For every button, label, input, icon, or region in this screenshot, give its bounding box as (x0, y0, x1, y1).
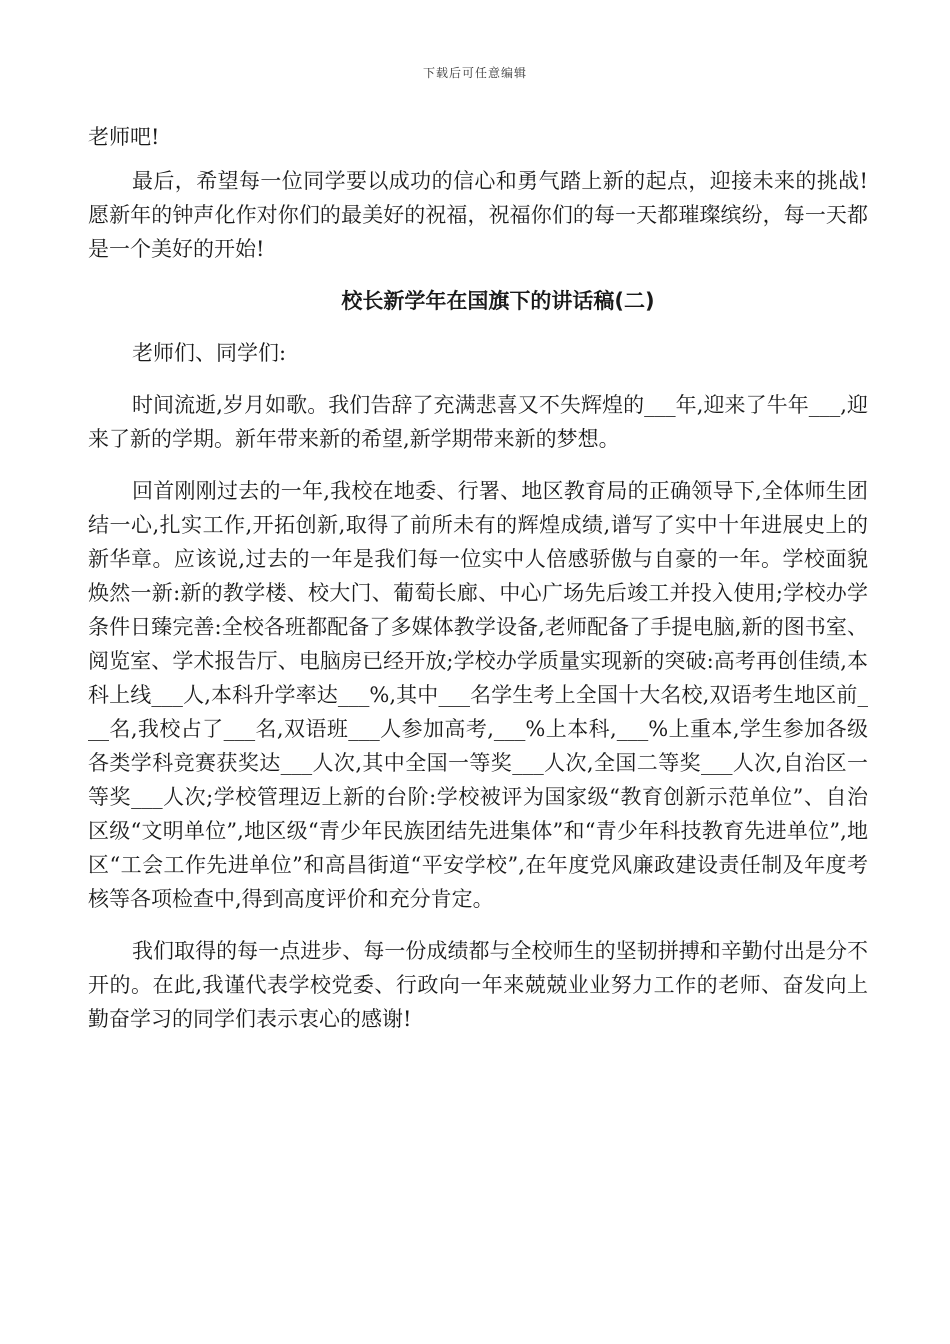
speech-title: 校长新学年在国旗下的讲话稿(二) (341, 289, 655, 313)
paragraph-thanks: 我们取得的每一点进步、每一份成绩都与全校师生的坚韧拼搏和辛勤付出是分不开的。在此,我谨代表学校党委、行政向一年来兢兢业业努力工作的老师、奋发向上勤奋学习的同学们表示衷心的感谢! (88, 939, 868, 1031)
paragraph-continuation: 老师吧! (88, 125, 160, 149)
page-header-note: 下载后可任意编辑 (422, 66, 527, 80)
paragraph-intro: 时间流逝,岁月如歌。我们告辞了充满悲喜又不失辉煌的___年,迎来了牛年___,迎来了新的学期。新年带来新的希望,新学期带来新的梦想。 (88, 393, 868, 451)
document-body (88, 120, 868, 1054)
paragraph-closing: 最后，希望每一位同学要以成功的信心和勇气踏上新的起点，迎接未来的挑战!愿新年的钟声化作对你们的最美好的祝福，祝福你们的每一天都璀璨缤纷，每一天都是一个美好的开始! (88, 169, 868, 261)
salutation: 老师们、同学们: (132, 341, 287, 365)
paragraph-review: 回首刚刚过去的一年,我校在地委、行署、地区教育局的正确领导下,全体师生团结一心,扎实工作,开拓创新,取得了前所未有的辉煌成绩,谱写了实中十年进展史上的新华章。应该说,过去的一年是我们每一位实中人倍感骄傲与自豪的一年。学校面貌焕然一新:新的教学楼、校大门、葡萄长廊、中心广场先后竣工并投入使用;学校办学条件日臻完善:全校各班都配备了多媒体教学设备,老师配备了手提电脑,新的图书室、阅览室、学术报告厅、电脑房已经开放;学校办学质量实现新的突破:高考再创佳绩,本科上线___人,本科升学率达___%,其中___名学生考上全国十大名校,双语考生地区前___名,我校占了___名,双语班___人参加高考,___%上本科,___%上重本,学生参加各级各类学科竞赛获奖达___人次,其中全国一等奖___人次,全国二等奖___人次,自治区一等奖___人次;学校管理迈上新的台阶:学校被评为国家级“教育创新示范单位”、自治区级“文明单位”,地区级“青少年民族团结先进集体”和“青少年科技教育先进单位”,地区“工会工作先进单位”和高昌街道“平安学校”,在年度党风廉政建设责任制及年度考核等各项检查中,得到高度评价和充分肯定。 (88, 479, 868, 911)
